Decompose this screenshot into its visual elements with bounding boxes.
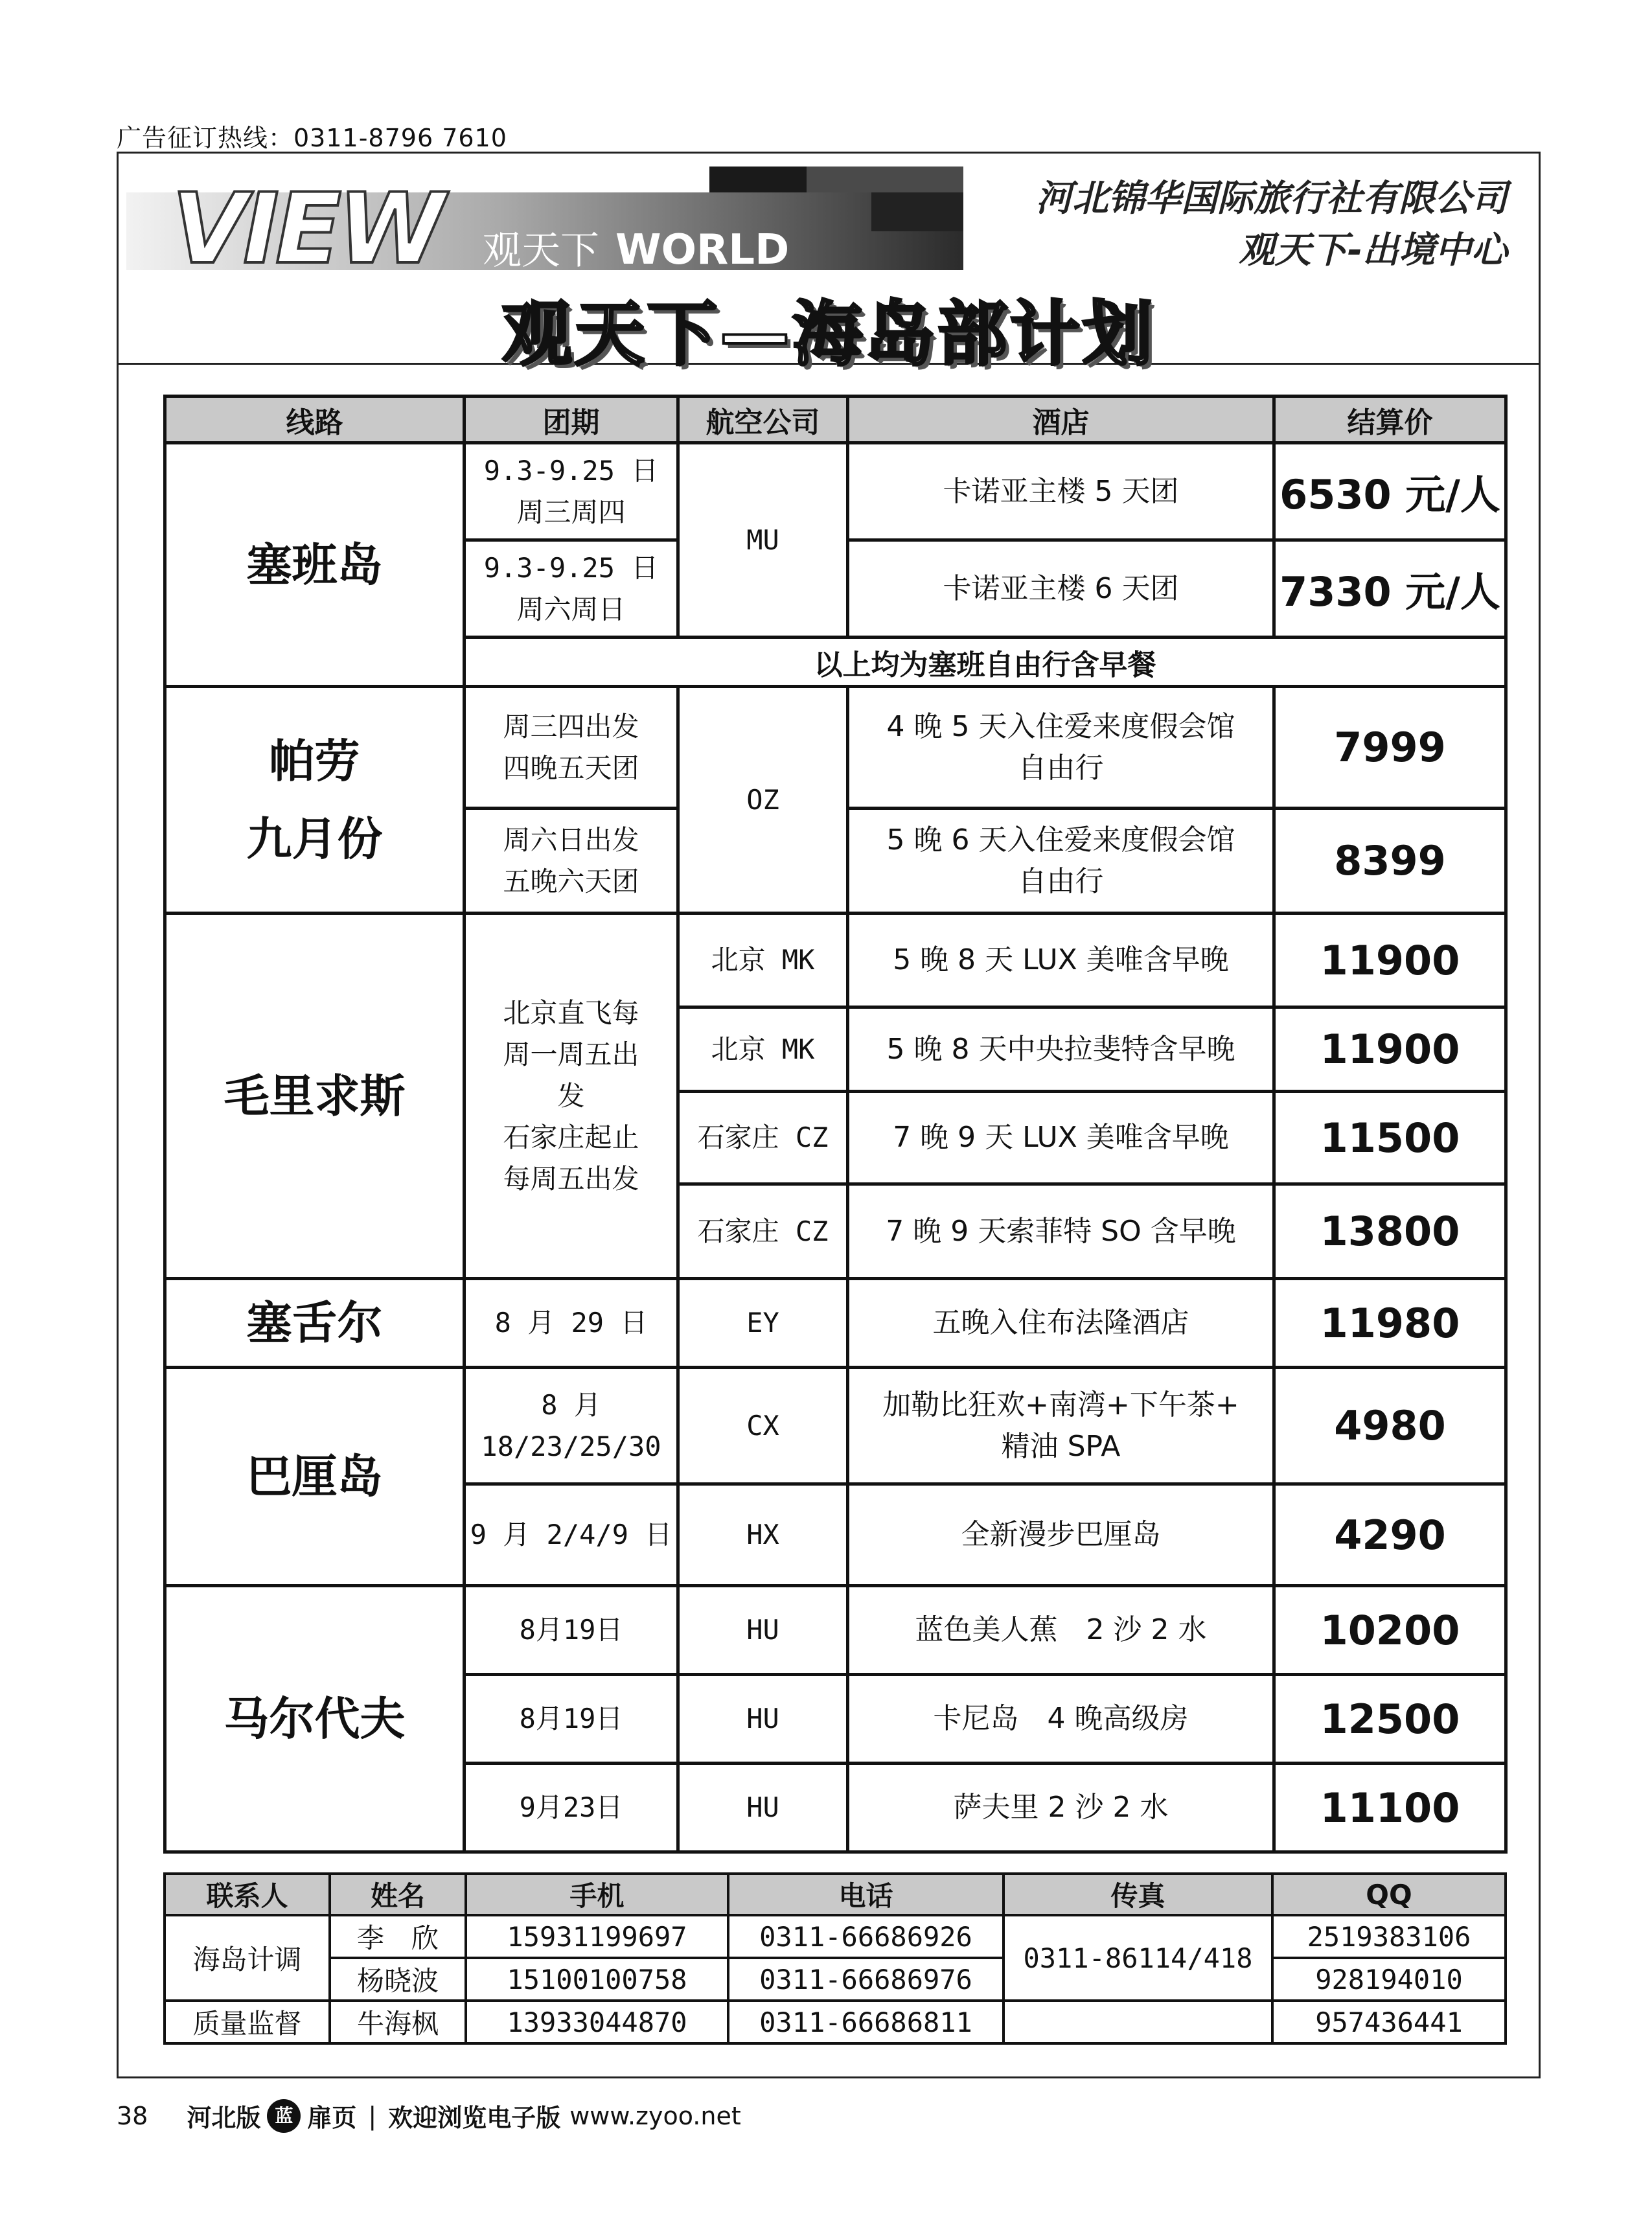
period-line: 18/23/25/30 [481,1430,661,1462]
period-cell [465,540,678,638]
airline-cell: HU [678,1675,848,1764]
hotel-cell: 5 晚 8 天 LUX 美唯含早晚 [848,914,1274,1007]
company-block [1036,173,1508,277]
contact-row [165,1958,1506,2001]
period-cell: 8月19日 [465,1586,678,1675]
price-cell: 11980 [1274,1279,1506,1368]
hotel-cell [848,1368,1274,1484]
header-contact: 联系人 [165,1874,330,1915]
airline-cell: 北京 MK [678,914,848,1007]
table-row [165,1279,1506,1368]
island-schedule-table [163,395,1508,1854]
airline-cell: HX [678,1484,848,1586]
hotel-cell [848,809,1274,914]
hotel-cell: 卡诺亚主楼 5 天团 [848,443,1274,540]
period-line: 石家庄起止 [503,1121,639,1153]
qq-cell: 2519383106 [1272,1915,1506,1958]
header-qq: QQ [1272,1874,1506,1915]
period-cell: 8 月 29 日 [465,1279,678,1368]
contact-row [165,1915,1506,1958]
header-mobile: 手机 [466,1874,728,1915]
period-cell [465,443,678,540]
header [119,154,1539,375]
logo-cn: 观天下 [483,228,599,273]
header-phone: 电话 [728,1874,1004,1915]
role-cell: 质量监督 [165,2001,330,2043]
contacts-table [163,1872,1507,2045]
price-cell: 13800 [1274,1184,1506,1279]
period-line: 五晚六天团 [503,865,639,897]
page-title: 观天下—海岛部计划 [501,294,1155,375]
name-cell: 牛海枫 [330,2001,466,2043]
mobile-cell: 13933044870 [466,2001,728,2043]
ad-hotline: 广告征订热线：0311-8796 7610 [117,124,507,152]
phone-cell: 0311-66686926 [728,1915,1004,1958]
phone-cell: 0311-66686976 [728,1958,1004,2001]
hotel-line: 加勒比狂欢+南湾+下午茶+ [882,1388,1239,1421]
view-world-logo [126,167,963,283]
header-period: 团期 [465,397,678,443]
fax-cell: 0311-86114/418 [1004,1915,1272,2001]
footer-separator: | [368,2101,377,2130]
hotel-cell [848,687,1274,809]
hotel-line: 4 晚 5 天入住爱来度假会馆 [886,709,1235,743]
hotel-cell: 五晚入住布法隆酒店 [848,1279,1274,1368]
price-cell: 11100 [1274,1764,1506,1852]
logo-word: VIEW [172,173,441,283]
airline-cell: EY [678,1279,848,1368]
welcome-text: 欢迎浏览电子版 [388,2104,561,2132]
route-saipan: 塞班岛 [165,443,465,687]
route-line: 九月份 [246,812,383,866]
period-line: 8 月 [541,1388,601,1421]
site-link[interactable]: www.zyoo.net [569,2101,741,2130]
hotel-cell: 7 晚 9 天 LUX 美唯含早晚 [848,1092,1274,1184]
period-line: 周一周五出 [503,1038,639,1070]
airline-cell: 石家庄 CZ [678,1184,848,1279]
hotel-cell: 5 晚 8 天中央拉斐特含早晚 [848,1007,1274,1092]
mobile-cell: 15100100758 [466,1958,728,2001]
price-cell: 10200 [1274,1586,1506,1675]
route-line: 帕劳 [269,734,360,788]
period-cell [465,1368,678,1484]
table-row [165,1368,1506,1484]
saipan-note: 以上均为塞班自由行含早餐 [465,638,1506,687]
period-line: 周三周四 [516,496,626,528]
price-cell: 7999 [1274,687,1506,809]
table-row [165,443,1506,540]
price-cell: 6530 元/人 [1274,443,1506,540]
page-number: 38 [117,2101,148,2130]
edition-label: 河北版 [187,2104,261,2132]
contacts-header-row [165,1874,1506,1915]
period-cell [465,687,678,809]
hotel-cell: 卡诺亚主楼 6 天团 [848,540,1274,638]
airline-cell: 石家庄 CZ [678,1092,848,1184]
hotel-line: 自由行 [1018,751,1104,785]
price-cell: 8399 [1274,809,1506,914]
company-name: 河北锦华国际旅行社有限公司 [1036,178,1508,220]
route-maldives: 马尔代夫 [165,1586,465,1852]
period-line: 9.3-9.25 日 [483,551,659,584]
name-cell: 李 欣 [330,1915,466,1958]
header-name: 姓名 [330,1874,466,1915]
contact-row [165,2001,1506,2043]
fax-cell [1004,2001,1272,2043]
period-line: 北京直飞每 [503,996,639,1029]
hotel-cell: 卡尼岛 4 晚高级房 [848,1675,1274,1764]
period-line: 周六日出发 [503,823,639,856]
header-airline: 航空公司 [678,397,848,443]
name-cell: 杨晓波 [330,1958,466,2001]
logo-en: WORLD [615,226,790,274]
hotel-line: 自由行 [1018,864,1104,898]
airline-cell: HU [678,1586,848,1675]
header-hotel: 酒店 [848,397,1274,443]
table-row [165,687,1506,809]
period-cell: 9 月 2/4/9 日 [465,1484,678,1586]
blue-badge-icon: 蓝 [267,2099,301,2133]
price-cell: 4290 [1274,1484,1506,1586]
price-cell: 11500 [1274,1092,1506,1184]
airline-cell: MU [678,443,848,638]
hotel-cell: 7 晚 9 天索菲特 SO 含早晚 [848,1184,1274,1279]
header-route: 线路 [165,397,465,443]
phone-cell: 0311-66686811 [728,2001,1004,2043]
period-cell: 9月23日 [465,1764,678,1852]
hotel-line: 精油 SPA [1001,1429,1121,1463]
period-line: 四晚五天团 [503,752,639,784]
header-fax: 传真 [1004,1874,1272,1915]
mobile-cell: 15931199697 [466,1915,728,1958]
price-cell: 11900 [1274,914,1506,1007]
route-mauritius: 毛里求斯 [165,914,465,1279]
period-line: 周三四出发 [503,710,639,742]
airline-cell: HU [678,1764,848,1852]
route-palau [165,687,465,914]
price-cell: 7330 元/人 [1274,540,1506,638]
period-cell: 8月19日 [465,1675,678,1764]
qq-cell: 928194010 [1272,1958,1506,2001]
period-line: 9.3-9.25 日 [483,454,659,487]
hotel-line: 5 晚 6 天入住爱来度假会馆 [886,823,1235,857]
hotel-cell: 全新漫步巴厘岛 [848,1484,1274,1586]
period-line: 发 [557,1079,585,1112]
section-label: 扉页 [307,2104,357,2132]
route-seychelles: 塞舌尔 [165,1279,465,1368]
period-line: 每周五出发 [503,1162,639,1195]
airline-cell: CX [678,1368,848,1484]
table-header-row [165,397,1506,443]
period-cell [465,809,678,914]
table-row [165,1586,1506,1675]
header-price: 结算价 [1274,397,1506,443]
airline-cell: OZ [678,687,848,914]
qq-cell: 957436441 [1272,2001,1506,2043]
price-cell: 12500 [1274,1675,1506,1764]
hotel-cell: 萨夫里 2 沙 2 水 [848,1764,1274,1852]
page-footer [117,2098,741,2133]
division-name: 观天下-出境中心 [1238,229,1508,271]
hotel-cell: 蓝色美人蕉 2 沙 2 水 [848,1586,1274,1675]
price-cell: 4980 [1274,1368,1506,1484]
table-row [165,914,1506,1007]
route-bali: 巴厘岛 [165,1368,465,1586]
period-line: 周六周日 [516,593,626,625]
airline-cell: 北京 MK [678,1007,848,1092]
price-cell: 11900 [1274,1007,1506,1092]
period-cell [465,914,678,1279]
role-cell: 海岛计调 [165,1915,330,2001]
